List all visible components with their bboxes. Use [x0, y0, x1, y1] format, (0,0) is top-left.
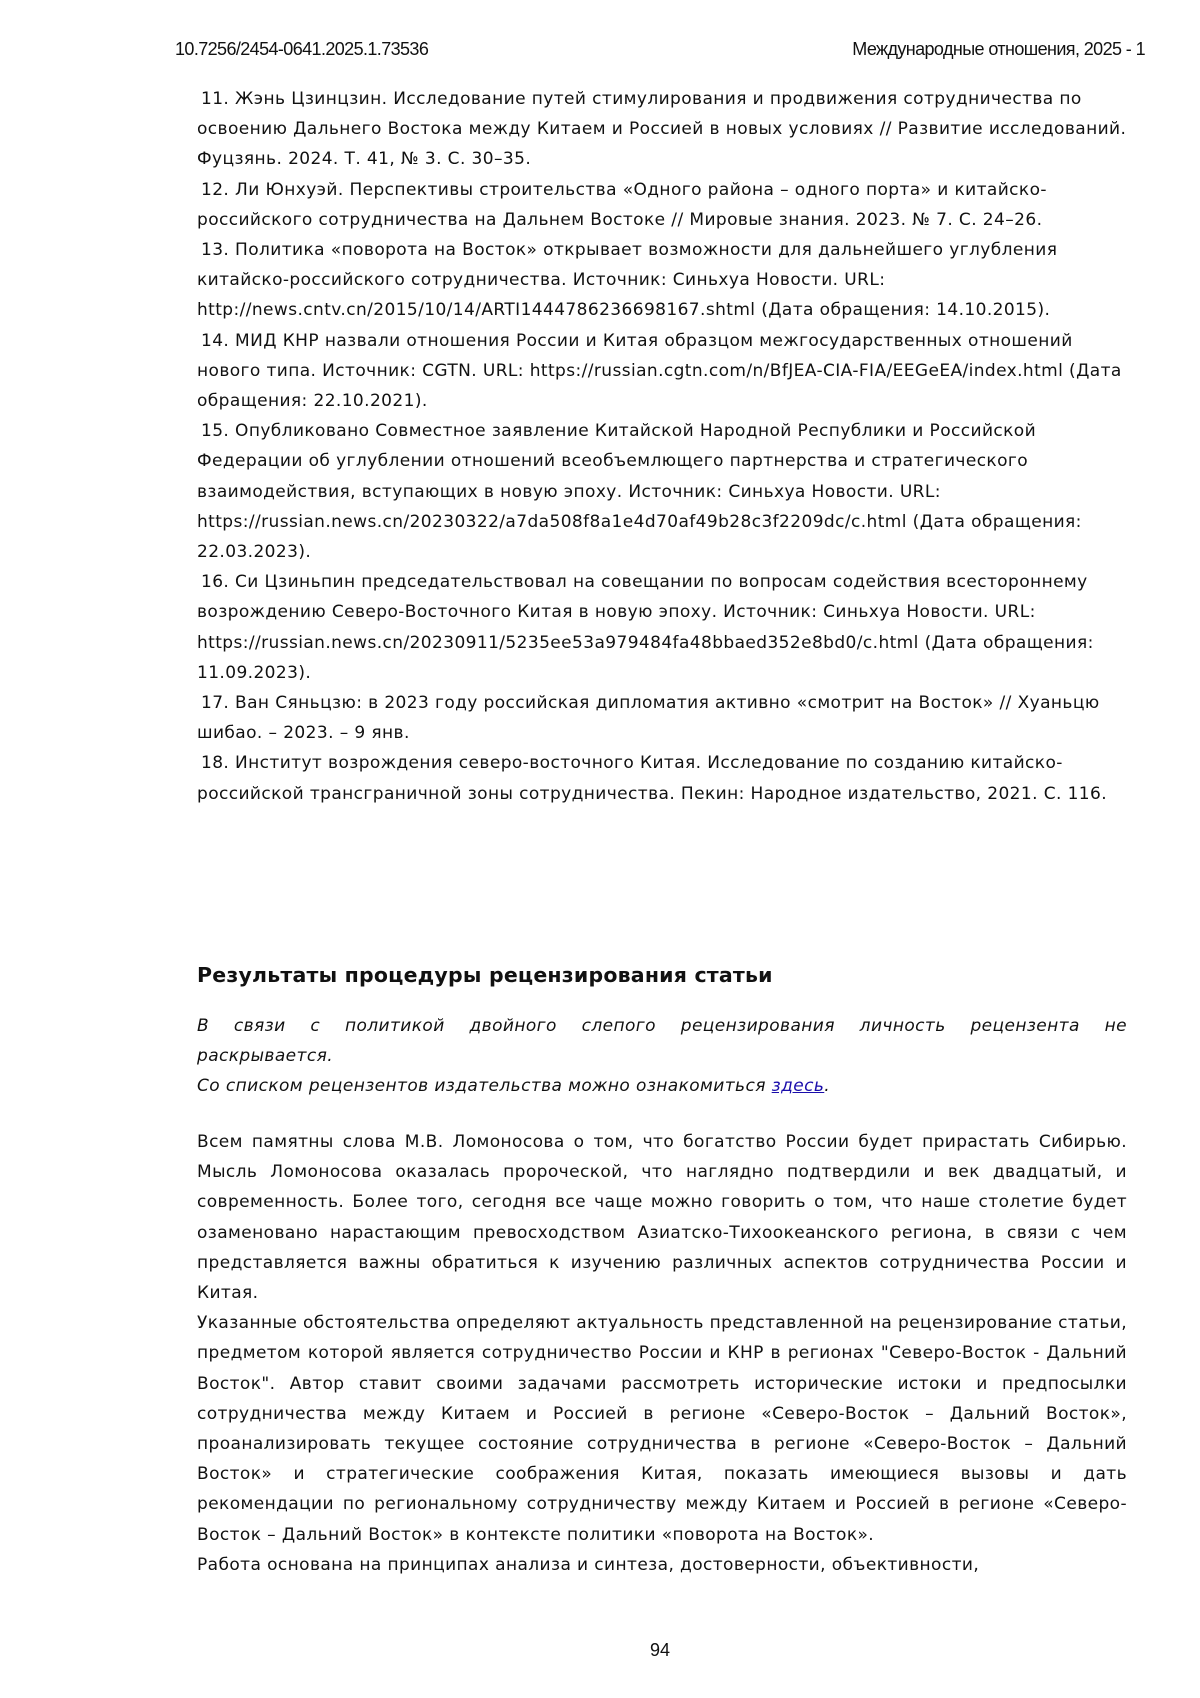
reviewers-list-suffix: . — [824, 1076, 831, 1097]
review-body — [197, 1127, 1127, 1580]
reviewers-list-text: Со списком рецензентов издательства можно ознакомиться — [197, 1076, 766, 1097]
reviewers-list-note — [197, 1071, 1127, 1101]
reference-item: 15. Опубликовано Совместное заявление Китайской Народной Республики и Российской Федерации об углублении отношений всеобъемлющего партнерства и стратегического взаимодействия, вступающих в новую эпоху. Источник: Синьхуа Новости. URL: https://russian.news.cn/20230322/a7da508f8a1e4d70af49b28c3f2209dc/c.html (Дата обращения: 22.03.2023). — [197, 421, 1082, 563]
reference-item: 13. Политика «поворота на Восток» открывает возможности для дальнейшего углубления китайско-российского сотрудничества. Источник: Синьхуа Новости. URL: http://news.cntv.cn/2015/10/14/ARTI1444786236698167.shtml (Дата обращения: 14.10.2015). — [197, 240, 1058, 321]
reference-item: 17. Ван Сяньцзю: в 2023 году российская дипломатия активно «смотрит на Восток» // Хуаньцю шибао. – 2023. – 9 янв. — [197, 693, 1100, 744]
review-note — [197, 1011, 1127, 1102]
blind-review-note: В связи с политикой двойного слепого рецензирования личность рецензента не раскрывается. — [197, 1016, 1127, 1067]
reference-item: 11. Жэнь Цзинцзин. Исследование путей стимулирования и продвижения сотрудничества по освоению Дальнего Востока между Китаем и Россией в новых условиях // Развитие исследований. Фуцзянь. 2024. Т. 41, № 3. С. 30–35. — [197, 89, 1127, 170]
review-paragraph: Работа основана на принципах анализа и синтеза, достоверности, объективности, — [197, 1554, 980, 1575]
reference-list — [197, 84, 1127, 809]
doi-label: 10.7256/2454-0641.2025.1.73536 — [175, 38, 429, 59]
reference-item: 12. Ли Юнхуэй. Перспективы строительства «Одного района – одного порта» и китайско-российского сотрудничества на Дальнем Востоке // Мировые знания. 2023. № 7. С. 24–26. — [197, 179, 1047, 230]
reference-item: 16. Си Цзиньпин председательствовал на совещании по вопросам содействия всестороннему возрождению Северо-Восточного Китая в новую эпоху. Источник: Синьхуа Новости. URL: https://russian.news.cn/20230911/5235ee53a979484fa48bbaed352e8bd0/c.html (Дата обращения: 11.09.2023). — [197, 572, 1094, 683]
page-number: 94 — [649, 1640, 671, 1660]
reviewers-list-link[interactable]: здесь — [771, 1076, 825, 1097]
running-header — [175, 36, 1145, 62]
review-paragraph: Всем памятны слова М.В. Ломоносова о том, что богатство России будет прирастать Сибирью. Мысль Ломоносова оказалась пророческой, что наглядно подтвердили и век двадцатый, и современность. Более того, сегодня все чаще можно говорить о том, что наше столетие будет озаменовано нарастающим превосходством Азиатско-Тихоокеанского региона, в связи с чем представляется важны обратиться к изучению различных аспектов сотрудничества России и Китая. — [197, 1132, 1127, 1304]
review-paragraph: Указанные обстоятельства определяют актуальность представленной на рецензирование статьи, предметом которой является сотрудничество России и КНР в регионах "Северо-Восток - Дальний Восток". Автор ставит своими задачами рассмотреть исторические истоки и предпосылки сотрудничества между Китаем и Россией в регионе «Северо-Восток – Дальний Восток», проанализировать текущее состояние сотрудничества в регионе «Северо-Восток – Дальний Восток» и стратегические соображения Китая, показать имеющиеся вызовы и дать рекомендации по региональному сотрудничеству между Китаем и Россией в регионе «Северо-Восток – Дальний Восток» в контексте политики «поворота на Восток». — [197, 1313, 1127, 1545]
reference-item: 18. Институт возрождения северо-восточного Китая. Исследование по созданию китайско-российской трансграничной зоны сотрудничества. Пекин: Народное издательство, 2021. С. 116. — [197, 753, 1108, 804]
reference-item: 14. МИД КНР назвали отношения России и Китая образцом межгосударственных отношений нового типа. Источник: CGTN. URL: https://russian.cgtn.com/n/BfJEA-CIA-FIA/EEGeEA/index.html (Дата обращения: 22.10.2021). — [197, 330, 1122, 412]
review-section-title: Результаты процедуры рецензирования статьи — [197, 963, 773, 987]
journal-issue-label: Международные отношения, 2025 - 1 — [852, 38, 1145, 59]
